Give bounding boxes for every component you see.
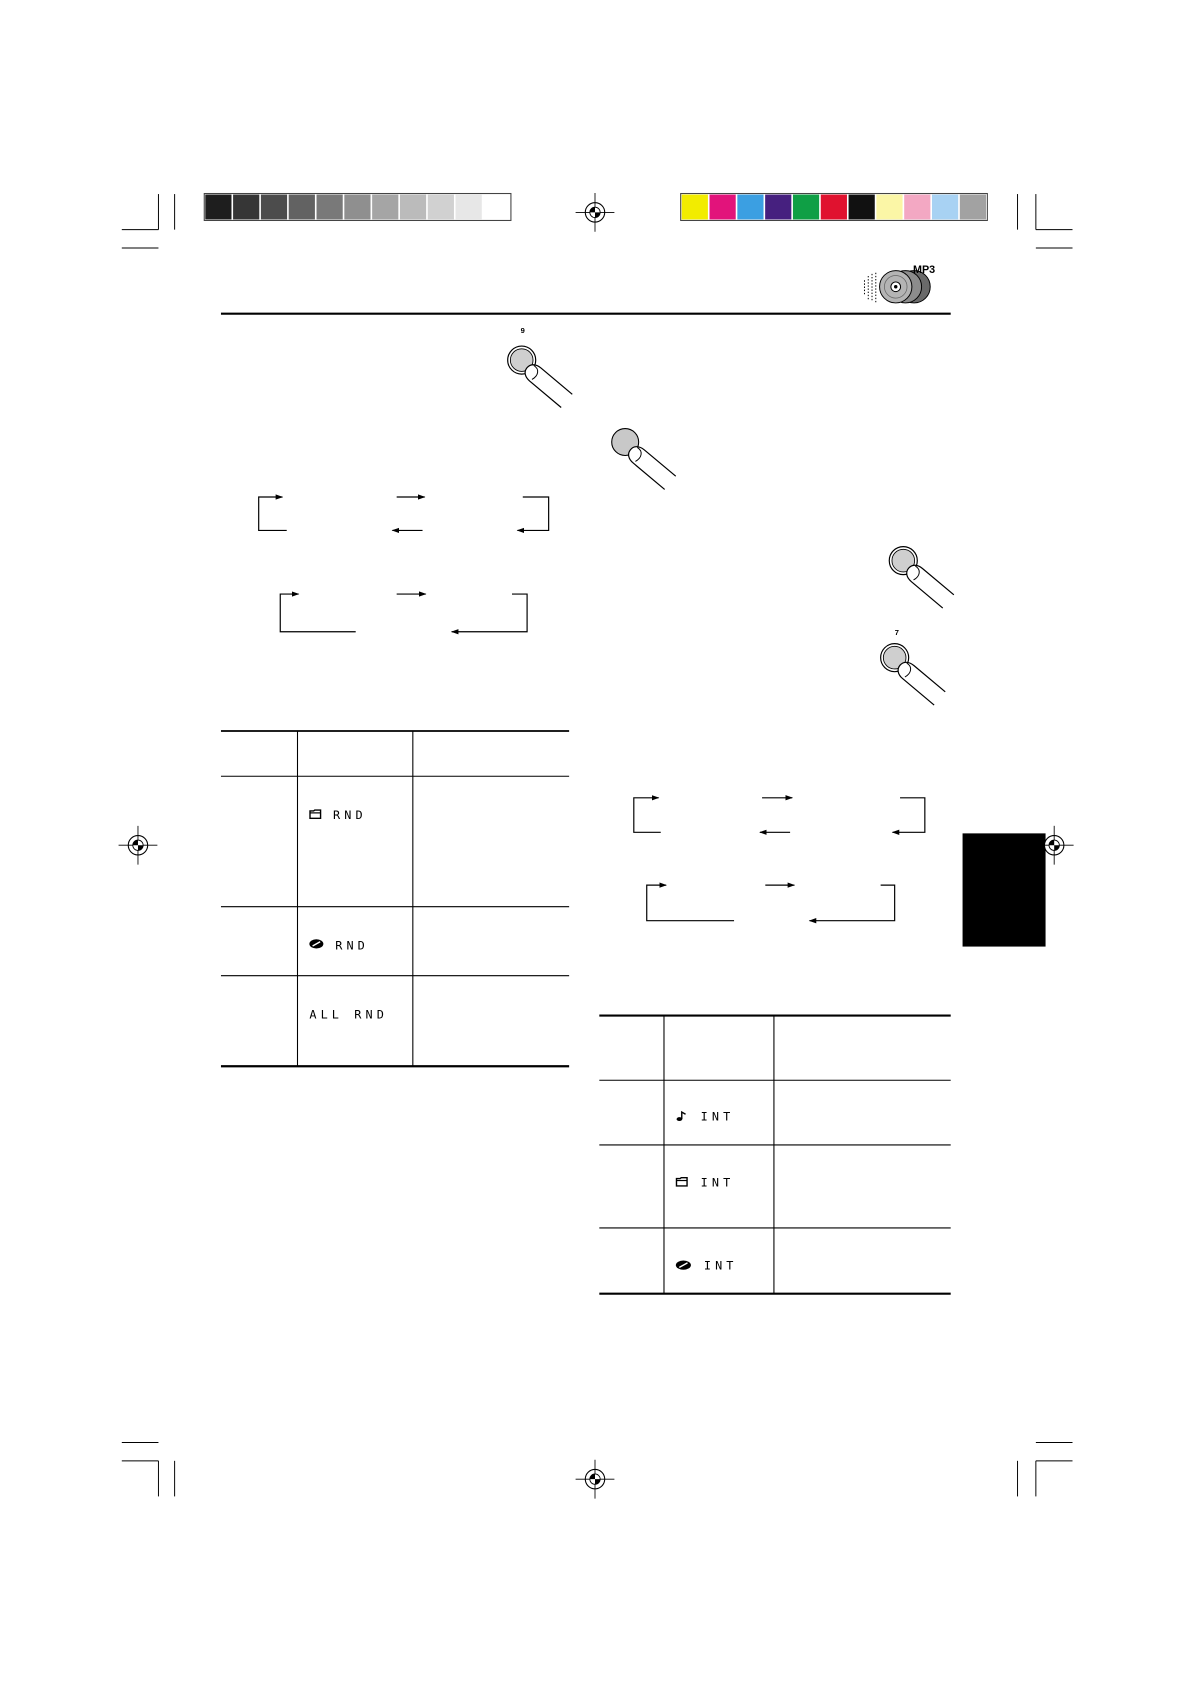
mode-cycle-diagram-4 [647, 885, 895, 921]
button-number-label: 7 [894, 628, 899, 638]
mode-cycle-diagram-3 [634, 798, 925, 832]
gray-swatch [455, 194, 482, 220]
mode-cycle-diagram-2 [280, 594, 527, 632]
disc-icon [309, 939, 323, 948]
finger-fill [903, 562, 954, 608]
display-text-folder-intro: INT [700, 1175, 735, 1190]
gray-swatch [344, 194, 371, 220]
color-swatch [681, 194, 708, 220]
crop-mark-top-right [1018, 194, 1073, 248]
mp3-disc-stack-icon [864, 264, 935, 303]
gray-swatch [288, 194, 315, 220]
color-bar [681, 194, 988, 221]
crop-mark-bottom-right [1018, 1443, 1073, 1497]
display-text-folder-random: RND [333, 807, 367, 822]
return-arrow-right [810, 885, 895, 921]
press-button-illustration [508, 346, 573, 407]
random-play-table [221, 731, 569, 1066]
color-swatch [709, 194, 736, 220]
display-text-all-random: ALL RND [309, 1007, 388, 1022]
folder-outline [676, 1178, 687, 1186]
note-head [677, 1117, 683, 1121]
color-swatch [904, 194, 931, 220]
return-arrow-left [647, 885, 734, 921]
registration-mark-left [119, 826, 158, 865]
folder-outline [310, 810, 321, 818]
mp3-label: MP3 [912, 263, 936, 276]
color-swatch [959, 194, 986, 220]
language-side-tab [963, 833, 1046, 946]
color-swatch [820, 194, 847, 220]
disc-icon [676, 1261, 691, 1270]
display-text-track-intro: INT [700, 1109, 735, 1124]
return-arrow-left [259, 497, 287, 530]
folder-icon [310, 810, 321, 818]
registration-mark-top [576, 193, 615, 232]
return-arrow-left [280, 594, 355, 632]
finger-fill [895, 659, 946, 705]
color-swatch [848, 194, 875, 220]
return-arrow-right [517, 497, 548, 530]
color-swatch [765, 194, 792, 220]
motion-dots [864, 273, 875, 303]
finger-fill [522, 361, 573, 407]
gray-swatch [372, 194, 399, 220]
return-arrow-right [452, 594, 527, 632]
color-swatch [932, 194, 959, 220]
finger-icon [903, 562, 954, 608]
return-arrow-right [893, 798, 925, 832]
color-swatch [876, 194, 903, 220]
finger-icon [895, 659, 946, 705]
registration-mark-bottom [576, 1460, 615, 1499]
disc-center-dot [894, 285, 897, 288]
gray-swatch [483, 194, 510, 220]
mode-cycle-diagram-1 [259, 497, 549, 530]
press-button-illustration [881, 644, 946, 705]
intro-scan-table [599, 1016, 950, 1294]
gray-swatch [427, 194, 454, 220]
crop-mark-top-left [122, 194, 175, 248]
press-button-illustration [889, 547, 954, 608]
color-swatch [737, 194, 764, 220]
finger-icon [522, 361, 573, 407]
press-button-illustration [612, 429, 676, 490]
gray-swatch [233, 194, 260, 220]
finger-fill [625, 443, 676, 489]
note-stem [682, 1112, 686, 1119]
gray-swatch [399, 194, 426, 220]
button-number-label: 9 [520, 326, 525, 336]
return-arrow-left [634, 798, 661, 832]
finger-icon [625, 443, 676, 489]
display-text-disc-random: RND [335, 938, 369, 953]
display-text-disc-intro: INT [703, 1258, 738, 1273]
gray-swatch [205, 194, 232, 220]
folder-icon [676, 1178, 687, 1186]
color-swatch [792, 194, 819, 220]
gray-swatch [260, 194, 287, 220]
grayscale-bar [204, 194, 511, 221]
crop-mark-bottom-left [122, 1443, 175, 1497]
gray-swatch [316, 194, 343, 220]
note-icon [677, 1112, 686, 1121]
